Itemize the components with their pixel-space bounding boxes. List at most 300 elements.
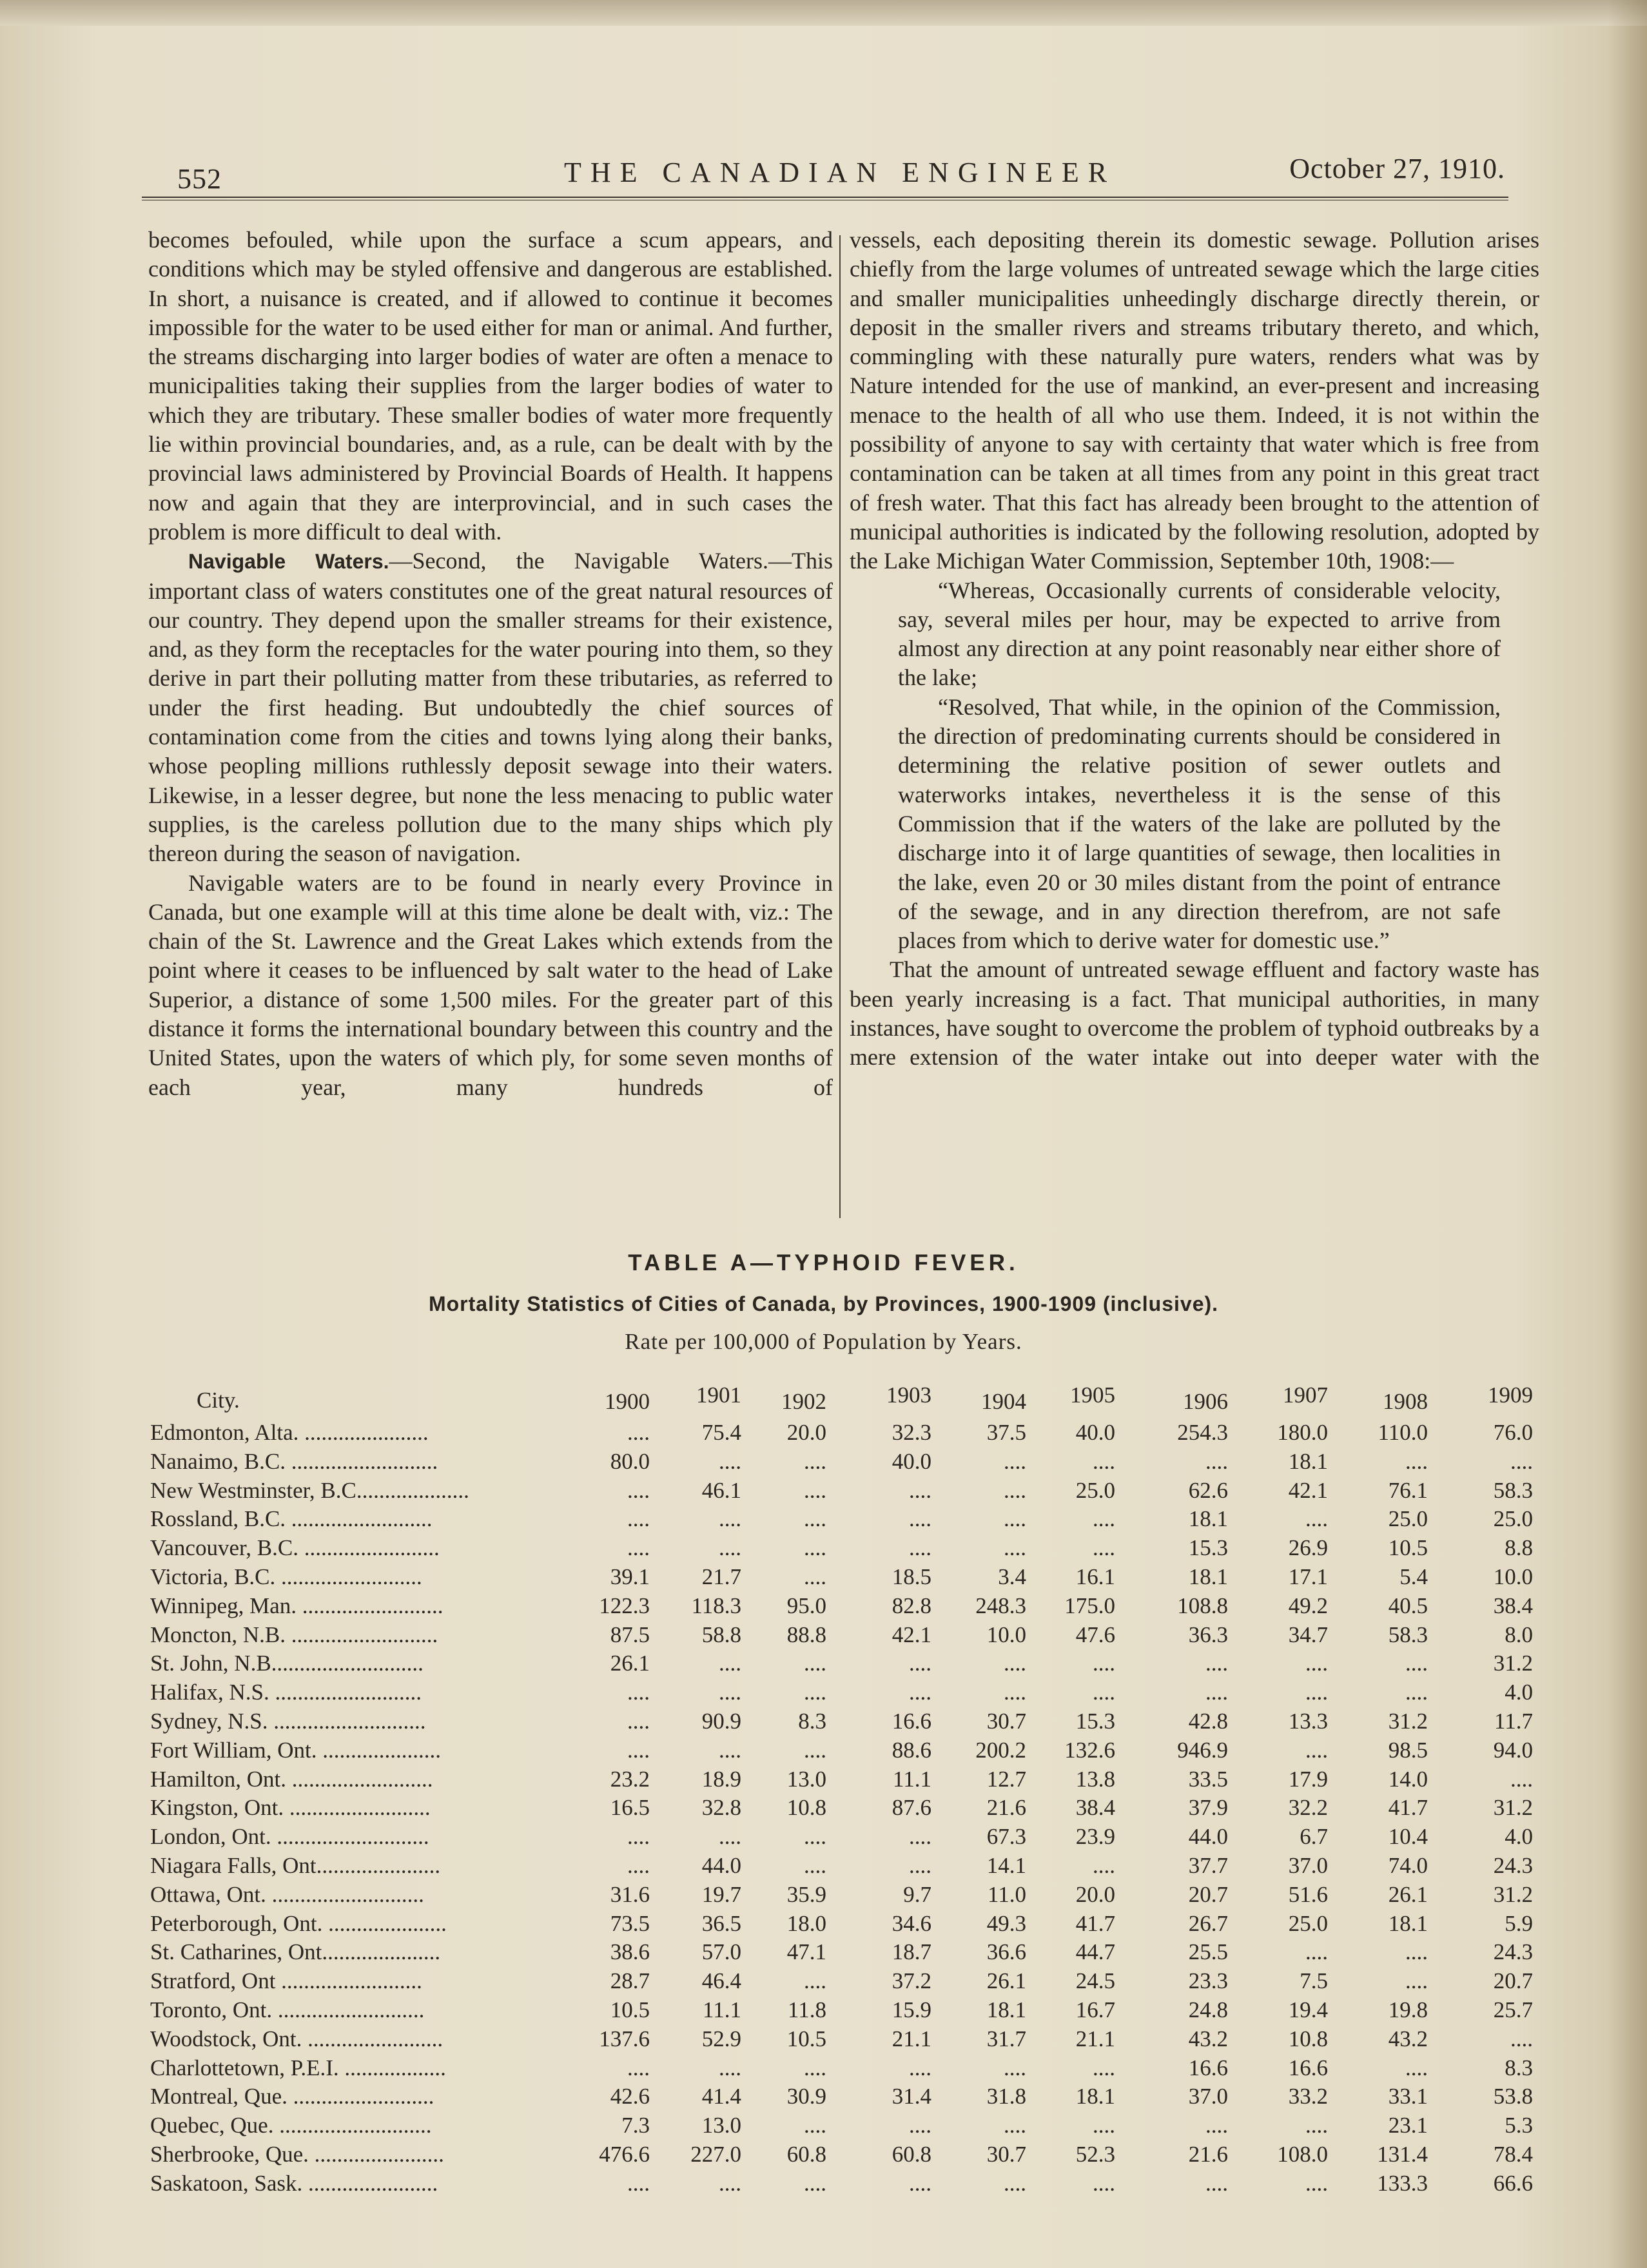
rate-cell: 44.0 (701, 1853, 741, 1878)
city-name: Saskatoon, Sask. ....................... (150, 2170, 438, 2196)
rate-cell: 11.0 (988, 1881, 1026, 1907)
rate-cell: 44.0 (1188, 1824, 1228, 1850)
rate-cell: 66.6 (1493, 2170, 1533, 2196)
city-name: Moncton, N.B. .......................... (150, 1622, 438, 1647)
rate-cell: 108.0 (1277, 2142, 1328, 2167)
rate-cell: .... (1004, 1477, 1026, 1503)
rate-cell: 133.3 (1377, 2170, 1428, 2196)
rate-cell: 30.7 (986, 2142, 1026, 2167)
rate-cell: .... (1093, 2170, 1115, 2196)
rate-cell: 3.4 (998, 1564, 1026, 1589)
table-row (0, 1535, 1647, 1564)
city-name: Fort William, Ont. ..................... (150, 1737, 442, 1763)
table-row (0, 1795, 1647, 1823)
rate-cell: 15.3 (1188, 1535, 1228, 1561)
year-header: 1909 (1488, 1382, 1533, 1408)
rate-cell: 36.3 (1188, 1622, 1228, 1647)
year-header: 1907 (1283, 1382, 1328, 1408)
rate-cell: .... (627, 1824, 650, 1850)
table-row (0, 1564, 1647, 1593)
year-header: 1908 (1383, 1389, 1428, 1414)
rate-cell: 18.1 (986, 1997, 1026, 2022)
rate-cell: .... (1405, 2055, 1428, 2080)
table-row (0, 1738, 1647, 1766)
city-name: Winnipeg, Man. ......................... (150, 1593, 443, 1618)
rate-cell: 10.0 (986, 1622, 1026, 1647)
right-column (850, 226, 1539, 1072)
rate-cell: .... (1004, 1680, 1026, 1705)
rate-cell: 26.1 (986, 1968, 1026, 1994)
city-name: Stratford, Ont ......................... (150, 1968, 422, 1994)
table-row (0, 1939, 1647, 1968)
rate-cell: .... (804, 1824, 826, 1850)
rate-cell: .... (804, 1651, 826, 1676)
rate-cell: 19.7 (701, 1881, 741, 1907)
rate-cell: 15.9 (892, 1997, 931, 2022)
rate-cell: 47.1 (786, 1939, 826, 1965)
table-row (0, 1853, 1647, 1881)
rate-cell: 34.6 (892, 1910, 931, 1936)
city-name: Woodstock, Ont. ........................ (150, 2026, 443, 2051)
table-row (0, 1593, 1647, 1622)
rate-cell: 12.7 (986, 1766, 1026, 1792)
rate-cell: .... (909, 2055, 931, 2080)
rate-cell: 31.2 (1388, 1709, 1428, 1734)
rate-cell: .... (1510, 1766, 1533, 1792)
rate-cell: 75.4 (701, 1420, 741, 1445)
rate-cell: 23.2 (610, 1766, 650, 1792)
rate-cell: 47.6 (1075, 1622, 1115, 1647)
rate-cell: .... (804, 2113, 826, 2138)
rate-cell: 37.0 (1188, 2084, 1228, 2109)
rate-cell: 5.4 (1399, 1564, 1428, 1589)
rate-cell: 108.8 (1177, 1593, 1228, 1618)
rate-cell: 18.1 (1288, 1448, 1328, 1474)
rate-cell: 254.3 (1177, 1420, 1228, 1445)
rate-cell: 33.1 (1388, 2084, 1428, 2109)
rate-cell: .... (627, 1853, 650, 1878)
city-name: Halifax, N.S. .......................... (150, 1680, 422, 1705)
rate-cell: .... (1004, 2055, 1026, 2080)
city-name: Kingston, Ont. ......................... (150, 1795, 431, 1821)
rate-cell: 10.4 (1388, 1824, 1428, 1850)
rate-cell: 41.7 (1388, 1795, 1428, 1821)
rate-cell: .... (1004, 1535, 1026, 1561)
table-row (0, 2026, 1647, 2055)
left-column (148, 226, 833, 1102)
rate-cell: 21.6 (986, 1795, 1026, 1821)
rate-cell: 31.4 (892, 2084, 931, 2109)
rate-cell: 20.7 (1493, 1968, 1533, 1994)
table-subtitle: Mortality Statistics of Cities of Canada, by Provinces, 1900-1909 (inclusive). (428, 1292, 1219, 1315)
city-name: Ottawa, Ont. ........................... (150, 1881, 424, 1907)
rate-cell: 37.5 (986, 1420, 1026, 1445)
rate-cell: .... (627, 1477, 650, 1503)
rate-cell: 60.8 (786, 2142, 826, 2167)
rate-cell: .... (627, 2170, 650, 2196)
rate-cell: .... (1093, 1651, 1115, 1676)
rate-cell: 16.5 (610, 1795, 650, 1821)
rate-cell: .... (1205, 2113, 1228, 2138)
header-rule (142, 197, 1508, 200)
table-row (0, 1968, 1647, 1997)
rate-cell: .... (1004, 2113, 1026, 2138)
year-header: 1903 (886, 1382, 931, 1408)
rate-cell: 20.0 (1075, 1881, 1115, 1907)
rate-cell: .... (804, 1680, 826, 1705)
rate-cell: 39.1 (610, 1564, 650, 1589)
table-row (0, 1824, 1647, 1852)
rate-cell: 40.5 (1388, 1593, 1428, 1618)
rate-cell: 38.4 (1075, 1795, 1115, 1821)
year-header: 1901 (696, 1382, 741, 1408)
rate-cell: 26.9 (1288, 1535, 1328, 1561)
rate-cell: 18.5 (892, 1564, 931, 1589)
rate-cell: .... (1093, 1506, 1115, 1532)
rate-cell: 82.8 (892, 1593, 931, 1618)
rate-cell: 87.6 (892, 1795, 931, 1821)
table-row (0, 1767, 1647, 1795)
rate-cell: 40.0 (892, 1448, 931, 1474)
rate-cell: .... (1405, 1939, 1428, 1965)
issue-date: October 27, 1910. (1289, 153, 1505, 184)
rate-cell: .... (1004, 2170, 1026, 2196)
rate-cell: .... (1305, 1737, 1328, 1763)
rate-cell: 248.3 (975, 1593, 1026, 1618)
rate-cell: 24.3 (1493, 1853, 1533, 1878)
rate-cell: 227.0 (690, 2142, 741, 2167)
rate-cell: 8.3 (1505, 2055, 1533, 2080)
rate-cell: 26.1 (1388, 1881, 1428, 1907)
rate-cell: .... (1305, 1651, 1328, 1676)
rate-cell: .... (1305, 2113, 1328, 2138)
rate-cell: 24.3 (1493, 1939, 1533, 1965)
rate-cell: 76.0 (1493, 1420, 1533, 1445)
rate-cell: 53.8 (1493, 2084, 1533, 2109)
rate-cell: 46.4 (701, 1968, 741, 1994)
rate-cell: .... (719, 1737, 741, 1763)
rate-cell: 25.0 (1075, 1477, 1115, 1503)
table-row (0, 1622, 1647, 1651)
paragraph: That the amount of untreated sewage effluent and factory waste has been yearly increasing is a fact. That municipal authorities, in many instances, have sought to overcome the problem of typhoid outbreaks by a mere extension of the water intake out into deeper water with the (850, 956, 1539, 1071)
rate-cell: .... (909, 1506, 931, 1532)
rate-cell: .... (1405, 1651, 1428, 1676)
city-name: Victoria, B.C. ......................... (150, 1564, 422, 1589)
rate-cell: 10.8 (786, 1795, 826, 1821)
page-header (177, 148, 1505, 200)
rate-cell: 58.3 (1388, 1622, 1428, 1647)
rate-cell: 23.9 (1075, 1824, 1115, 1850)
rate-cell: .... (1093, 2055, 1115, 2080)
rate-cell: 78.4 (1493, 2142, 1533, 2167)
rate-cell: 49.3 (986, 1910, 1026, 1936)
rate-cell: 7.5 (1300, 1968, 1328, 1994)
rate-cell: 35.9 (786, 1881, 826, 1907)
rate-cell: 24.5 (1075, 1968, 1115, 1994)
city-column-header: City. (197, 1388, 240, 1413)
city-name: Niagara Falls, Ont...................... (150, 1853, 441, 1878)
rate-cell: 90.9 (701, 1709, 741, 1734)
rate-cell: 31.8 (986, 2084, 1026, 2109)
page-top-shadow (0, 0, 1647, 26)
rate-cell: 18.0 (786, 1910, 826, 1936)
rate-cell: .... (1205, 1448, 1228, 1474)
rate-cell: .... (1305, 1680, 1328, 1705)
rate-cell: 11.8 (788, 1997, 826, 2022)
rate-cell: 49.2 (1288, 1593, 1328, 1618)
rate-cell: 14.1 (986, 1853, 1026, 1878)
rate-cell: .... (1093, 1853, 1115, 1878)
city-name: Sydney, N.S. ........................... (150, 1709, 426, 1734)
rate-cell: 30.7 (986, 1709, 1026, 1734)
rate-cell: .... (719, 1448, 741, 1474)
rate-cell: 20.7 (1188, 1881, 1228, 1907)
rate-cell: 34.7 (1288, 1622, 1328, 1647)
rate-cell: .... (627, 1420, 650, 1445)
rate-cell: 31.7 (986, 2026, 1026, 2051)
rate-cell: 42.1 (1288, 1477, 1328, 1503)
page-number: 552 (177, 163, 222, 195)
journal-title: THE CANADIAN ENGINEER (564, 157, 1116, 188)
rate-cell: .... (1205, 2170, 1228, 2196)
rate-cell: .... (1093, 1448, 1115, 1474)
rate-cell: 26.1 (610, 1651, 650, 1676)
rate-cell: 31.6 (610, 1881, 650, 1907)
rate-cell: 46.1 (701, 1477, 741, 1503)
rate-cell: .... (909, 1680, 931, 1705)
rate-cell: .... (804, 1506, 826, 1532)
rate-cell: .... (627, 1680, 650, 1705)
rate-cell: 476.6 (599, 2142, 650, 2167)
paragraph: vessels, each depositing therein its domestic sewage. Pollution arises chiefly from the large volumes of untreated sewage which the large cities and smaller municipalities unheedingly discharge directly therein, or deposit in the smaller rivers and streams tributary thereto, and which, commingling with these naturally pure waters, renders what was by Nature intended for the use of mankind, an ever-present and increasing menace to the health of all who use them. Indeed, it is not within the possibility of anyone to say with certainty that water which is free from contamination can be taken at all times from any point in this great tract of fresh water. That this fact has already been brought to the attention of municipal authorities is indicated by the following resolution, adopted by the Lake Michigan Water Commission, September 10th, 1908:— (850, 227, 1539, 574)
rate-cell: 57.0 (701, 1939, 741, 1965)
table-row (0, 2113, 1647, 2141)
rate-cell: .... (1205, 1651, 1228, 1676)
city-name: Nanaimo, B.C. .......................... (150, 1448, 438, 1474)
city-name: New Westminster, B.C.................... (150, 1477, 469, 1503)
rate-cell: 17.1 (1288, 1564, 1328, 1589)
rate-cell: 4.0 (1505, 1824, 1533, 1850)
rate-cell: .... (909, 1651, 931, 1676)
rate-cell: 31.2 (1493, 1795, 1533, 1821)
year-header: 1906 (1183, 1389, 1228, 1414)
rate-cell: 94.0 (1493, 1737, 1533, 1763)
rate-cell: 67.3 (986, 1824, 1026, 1850)
paragraph: Navigable waters are to be found in nearly every Province in Canada, but one example will at this time alone be dealt with, viz.: The chain of the St. Lawrence and the Great Lakes which extends from the point where it ceases to be influenced by salt water to the head of Lake Superior, a distance of some 1,500 miles. For the greater part of this distance it forms the international boundary between this country and the United States, upon the waters of which ply, for some seven months of each year, many hundreds of (148, 869, 833, 1100)
quotation: “Whereas, Occasionally currents of considerable velocity, say, several miles per hour, may be expected to arrive from almost any direction at any point reasonably near either shore of the lake; (898, 577, 1501, 691)
city-name: Charlottetown, P.E.I. .................. (150, 2055, 446, 2080)
rate-cell: 74.0 (1388, 1853, 1428, 1878)
rate-cell: 8.0 (1505, 1622, 1533, 1647)
rate-cell: .... (1305, 2170, 1328, 2196)
rate-cell: .... (909, 2113, 931, 2138)
rate-cell: .... (1305, 1506, 1328, 1532)
city-name: Rossland, B.C. ......................... (150, 1506, 433, 1532)
rate-cell: .... (627, 1535, 650, 1561)
city-name: Sherbrooke, Que. ....................... (150, 2142, 444, 2167)
table-row (0, 2142, 1647, 2170)
rate-cell: 73.5 (610, 1910, 650, 1936)
rate-cell: 21.1 (1075, 2026, 1115, 2051)
rate-cell: 5.9 (1505, 1910, 1533, 1936)
rate-cell: .... (719, 1824, 741, 1850)
rate-cell: .... (719, 2170, 741, 2196)
rate-cell: .... (627, 1737, 650, 1763)
rate-cell: 21.1 (892, 2026, 931, 2051)
rate-cell: .... (627, 1709, 650, 1734)
table-row (0, 1449, 1647, 1477)
rate-cell: 946.9 (1177, 1737, 1228, 1763)
rate-cell: 36.6 (986, 1939, 1026, 1965)
rate-cell: .... (1405, 1968, 1428, 1994)
rate-cell: 37.2 (892, 1968, 931, 1994)
rate-cell: 5.3 (1505, 2113, 1533, 2138)
rate-cell: .... (1205, 1680, 1228, 1705)
rate-cell: 44.7 (1075, 1939, 1115, 1965)
rate-cell: 43.2 (1188, 2026, 1228, 2051)
city-name: Toronto, Ont. .......................... (150, 1997, 425, 2022)
year-header: 1902 (781, 1389, 826, 1414)
rate-cell: .... (909, 1824, 931, 1850)
rate-cell: .... (1093, 1535, 1115, 1561)
rate-cell: 10.5 (610, 1997, 650, 2022)
rate-cell: .... (804, 1968, 826, 1994)
rate-cell: 32.8 (701, 1795, 741, 1821)
rate-cell: .... (719, 1651, 741, 1676)
rate-cell: .... (1093, 1680, 1115, 1705)
rate-cell: .... (909, 2170, 931, 2196)
rate-cell: 30.9 (786, 2084, 826, 2109)
rate-cell: 52.9 (701, 2026, 741, 2051)
rate-cell: .... (1510, 1448, 1533, 1474)
rate-cell: .... (804, 2170, 826, 2196)
rate-cell: 11.1 (893, 1766, 931, 1792)
rate-cell: 8.3 (798, 1709, 826, 1734)
rate-cell: 175.0 (1064, 1593, 1115, 1618)
rate-cell: .... (804, 2055, 826, 2080)
rate-cell: 41.7 (1075, 1910, 1115, 1936)
city-name: Vancouver, B.C. ........................ (150, 1535, 440, 1561)
table-row (0, 1709, 1647, 1737)
rate-cell: .... (804, 1535, 826, 1561)
rate-cell: 18.1 (1188, 1564, 1228, 1589)
rate-cell: 37.0 (1288, 1853, 1328, 1878)
rate-cell: 16.6 (892, 1709, 931, 1734)
rate-cell: 16.7 (1075, 1997, 1115, 2022)
rate-cell: .... (1093, 2113, 1115, 2138)
rate-cell: 26.7 (1188, 1910, 1228, 1936)
rate-cell: 24.8 (1188, 1997, 1228, 2022)
table-row (0, 2055, 1647, 2084)
rate-cell: .... (1405, 1680, 1428, 1705)
rate-cell: 10.5 (1388, 1535, 1428, 1561)
rate-cell: .... (804, 1737, 826, 1763)
table-row (0, 1506, 1647, 1535)
rate-cell: 21.6 (1188, 2142, 1228, 2167)
city-name: London, Ont. ........................... (150, 1824, 429, 1850)
rate-cell: 13.0 (701, 2113, 741, 2138)
rate-cell: 122.3 (599, 1593, 650, 1618)
rate-cell: 118.3 (691, 1593, 741, 1618)
rate-cell: .... (1305, 1939, 1328, 1965)
rate-cell: 20.0 (786, 1420, 826, 1445)
rate-cell: 37.9 (1188, 1795, 1228, 1821)
rate-cell: 80.0 (610, 1448, 650, 1474)
rate-cell: 15.3 (1075, 1709, 1115, 1734)
table-rate-note: Rate per 100,000 of Population by Years. (625, 1329, 1022, 1354)
rate-cell: 13.0 (786, 1766, 826, 1792)
rate-cell: 110.0 (1378, 1420, 1428, 1445)
rate-cell: .... (719, 1506, 741, 1532)
rate-cell: 131.4 (1377, 2142, 1428, 2167)
rate-cell: 25.7 (1493, 1997, 1533, 2022)
table-row (0, 1478, 1647, 1506)
rate-cell: 58.3 (1493, 1477, 1533, 1503)
section-heading: Navigable Waters. (188, 550, 389, 574)
rate-cell: 32.2 (1288, 1795, 1328, 1821)
rate-cell: .... (1405, 1448, 1428, 1474)
table-title: TABLE A—TYPHOID FEVER. (628, 1250, 1019, 1275)
rate-cell: .... (719, 1680, 741, 1705)
rate-cell: 38.6 (610, 1939, 650, 1965)
rate-cell: 8.8 (1505, 1535, 1533, 1561)
city-name: St. Catharines, Ont..................... (150, 1939, 441, 1965)
rate-cell: .... (627, 2055, 650, 2080)
rate-cell: 28.7 (610, 1968, 650, 1994)
rate-cell: 58.8 (701, 1622, 741, 1647)
rate-cell: 87.5 (610, 1622, 650, 1647)
rate-cell: 25.0 (1288, 1910, 1328, 1936)
rate-cell: .... (1004, 1651, 1026, 1676)
paragraph: becomes befouled, while upon the surface a scum appears, and conditions which may be styled offensive and dangerous are established. In short, a nuisance is created, and if allowed to continue it becomes impossible for the water to be used either for man or animal. And further, the streams discharging into larger bodies of water are often a menace to municipalities taking their supplies from the larger bodies of water to which they are tributary. These smaller bodies of water more frequently lie within provincial boundaries, and, as a rule, can be dealt with by the provincial laws administered by Provincial Boards of Health. It happens now and again that they are interprovincial, and in such cases the problem is more difficult to deal with. (148, 227, 833, 545)
rate-cell: 42.8 (1188, 1709, 1228, 1734)
rate-cell: 16.6 (1188, 2055, 1228, 2080)
rate-cell: .... (1004, 1506, 1026, 1532)
rate-cell: 25.0 (1388, 1506, 1428, 1532)
rate-cell: .... (909, 1477, 931, 1503)
rate-cell: .... (804, 1564, 826, 1589)
rate-cell: 4.0 (1505, 1680, 1533, 1705)
rate-cell: 9.7 (903, 1881, 931, 1907)
rate-cell: 95.0 (786, 1593, 826, 1618)
quotation: “Resolved, That while, in the opinion of the Commission, the direction of predominating currents should be considered in determining the relative position of sewer outlets and waterworks intakes, nevertheless it is the sense of this Commission that if the waters of the lake are polluted by the discharge into it of large quantities of sewage, then localities in the lake, even 20 or 30 miles distant from the point of entrance of the sewage, and in any direction therefrom, are not safe places from which to derive water for domestic use.” (898, 693, 1501, 954)
rate-cell: 11.1 (703, 1997, 741, 2022)
rate-cell: 16.6 (1288, 2055, 1328, 2080)
rate-cell: 132.6 (1064, 1737, 1115, 1763)
rate-cell: 19.4 (1288, 1997, 1328, 2022)
rate-cell: .... (627, 1506, 650, 1532)
year-header: 1900 (605, 1389, 650, 1414)
rate-cell: 38.4 (1493, 1593, 1533, 1618)
city-name: Peterborough, Ont. ..................... (150, 1910, 447, 1936)
year-header: 1905 (1070, 1382, 1115, 1408)
rate-cell: 180.0 (1277, 1420, 1328, 1445)
rate-cell: 11.7 (1494, 1709, 1533, 1734)
table-row (0, 2084, 1647, 2112)
table-row (0, 1420, 1647, 1448)
table-row (0, 1911, 1647, 1939)
rate-cell: 60.8 (892, 2142, 931, 2167)
rate-cell: .... (719, 2055, 741, 2080)
paragraph (148, 547, 833, 868)
rate-cell: 42.6 (610, 2084, 650, 2109)
rate-cell: 10.0 (1493, 1564, 1533, 1589)
rate-cell: .... (804, 1477, 826, 1503)
rate-cell: 40.0 (1075, 1420, 1115, 1445)
rate-cell: 18.9 (701, 1766, 741, 1792)
rate-cell: 6.7 (1300, 1824, 1328, 1850)
city-name: Montreal, Que. ......................... (150, 2084, 434, 2109)
